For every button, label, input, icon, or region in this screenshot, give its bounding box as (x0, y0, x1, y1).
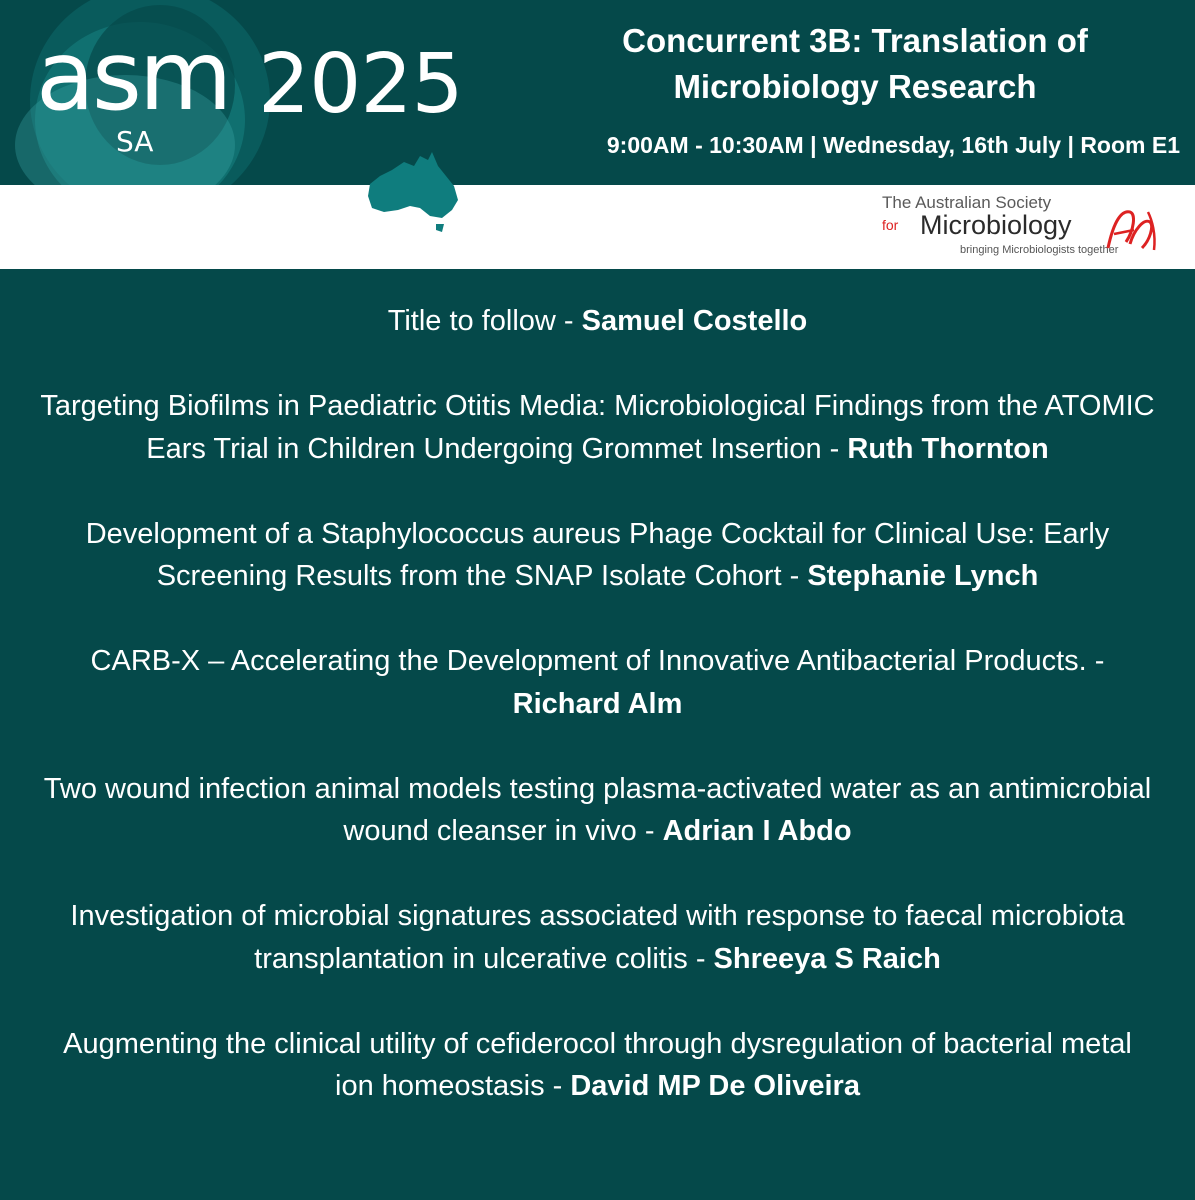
logo-year: 2025 (258, 37, 463, 132)
talk-title: Title to follow - (387, 305, 582, 337)
talk-list (40, 300, 1155, 1150)
talk-speaker: Ruth Thornton (847, 432, 1049, 465)
logo-state: SA (116, 125, 154, 158)
talk-speaker: David MP De Oliveira (570, 1070, 860, 1102)
talk-item (40, 895, 1155, 980)
talk-speaker: Shreeya S Raich (713, 942, 941, 975)
header-banner (0, 0, 1195, 185)
talk-item (40, 513, 1155, 598)
session-title: Concurrent 3B: Translation of Microbiology Research (622, 22, 1088, 105)
talk-speaker: Samuel Costello (581, 305, 808, 337)
talk-item (40, 1023, 1155, 1108)
society-name-microbiology: Microbiology (920, 210, 1072, 240)
logo-wordmark: asm (36, 20, 230, 132)
society-mark-icon (1100, 200, 1162, 256)
talk-title: CARB-X – Accelerating the Development of Innovative Antibacterial Products. - (90, 645, 1105, 677)
talk-speaker: Stephanie Lynch (807, 560, 1039, 592)
talk-speaker: Adrian I Abdo (662, 815, 852, 847)
society-for: for (882, 217, 899, 233)
session-meta: 9:00AM - 10:30AM | Wednesday, 16th July | Room E1 (606, 132, 1180, 158)
society-tagline: bringing Microbiologists together (960, 244, 1119, 256)
talk-title: Targeting Biofilms in Paediatric Otitis Media: Microbiological Findings from the ATOMIC Ears Trial in Children Undergoing Grommet Insertion - (40, 390, 1155, 465)
talk-title: Development of a Staphylococcus aureus Phage Cocktail for Clinical Use: Early Screening Results from the SNAP Isolate Cohort - (85, 517, 1110, 592)
talk-speaker: Richard Alm (512, 687, 683, 720)
talk-item (40, 640, 1155, 725)
talk-title: Two wound infection animal models testing plasma-activated water as an antimicrobial wound cleanser in vivo - (43, 772, 1152, 847)
talk-title: Augmenting the clinical utility of cefiderocol through dysregulation of bacterial metal ion homeostasis - (63, 1027, 1132, 1102)
talk-item (40, 768, 1155, 853)
talk-title: Investigation of microbial signatures associated with response to faecal microbiota transplantation in ulcerative colitis - (70, 900, 1125, 975)
talk-item (40, 300, 1155, 343)
society-name-line1: The Australian Society (882, 193, 1052, 212)
australia-map-icon (362, 148, 472, 238)
talk-item (40, 385, 1155, 470)
society-logo (872, 190, 1172, 262)
